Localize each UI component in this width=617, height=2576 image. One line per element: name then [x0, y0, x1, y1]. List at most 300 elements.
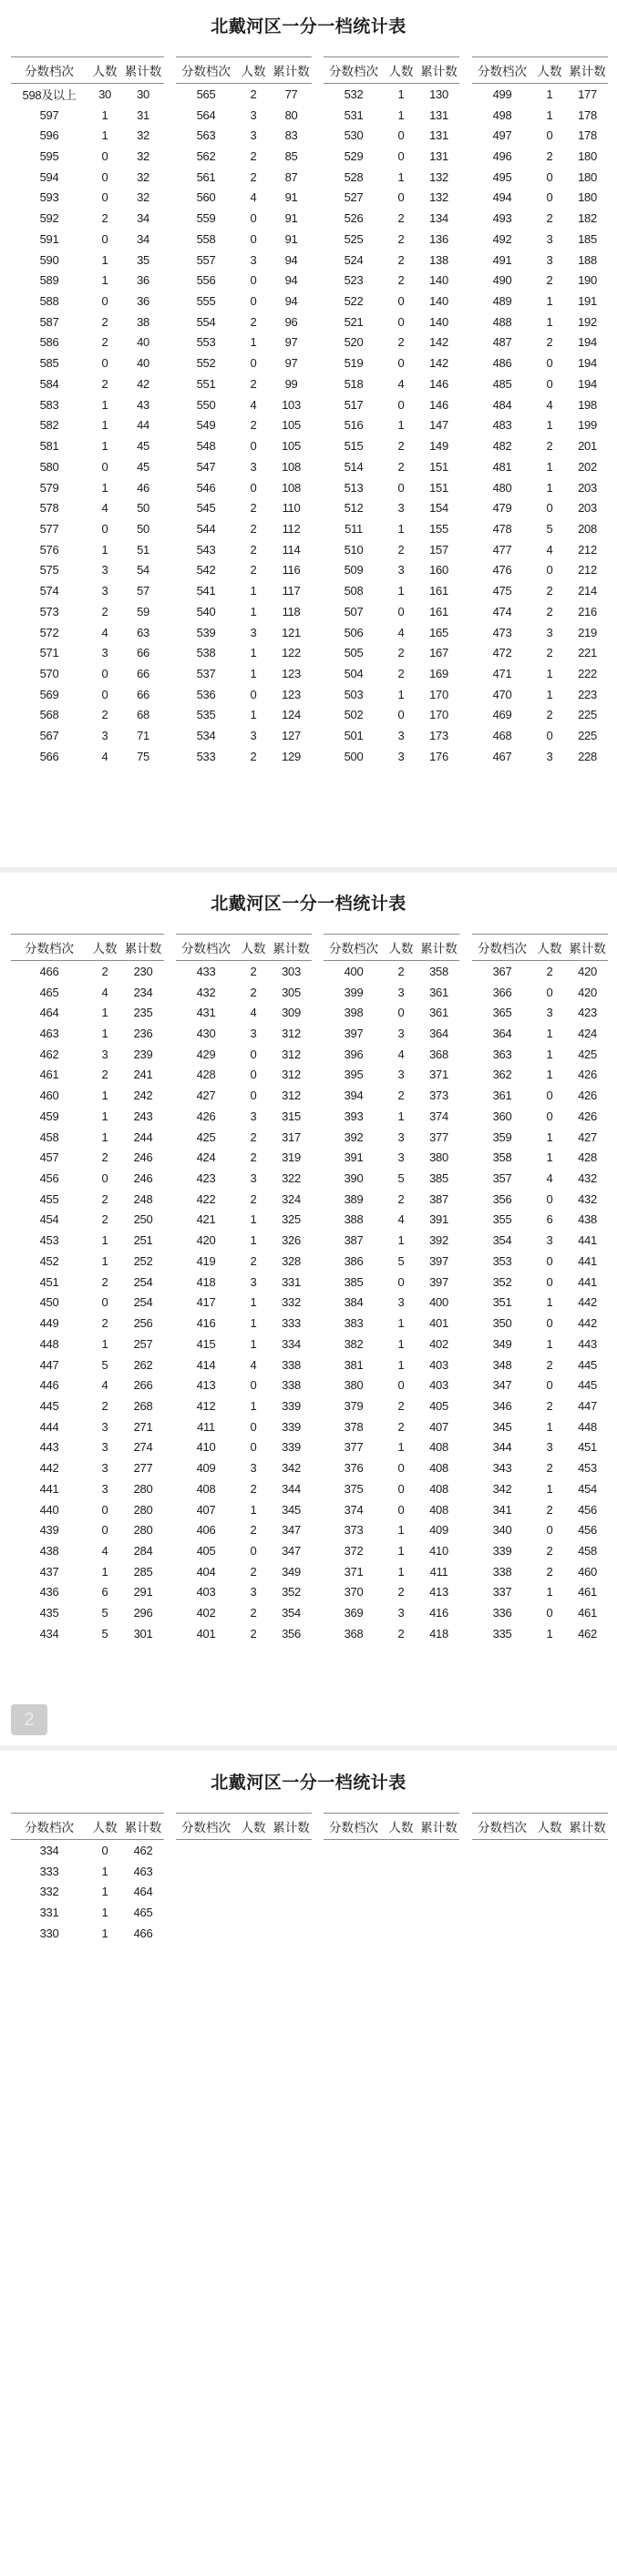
- table-row: [324, 1623, 459, 1644]
- table-row: [472, 1002, 608, 1023]
- score-cell: 349: [492, 1336, 512, 1351]
- count-cell: 2: [250, 563, 257, 578]
- score-cell: 419: [196, 1253, 216, 1268]
- count-cell: 2: [250, 169, 257, 184]
- count-cell: 1: [250, 666, 257, 680]
- score-cell: 576: [39, 542, 59, 557]
- score-cell: 572: [39, 625, 59, 639]
- count-cell: 0: [397, 604, 405, 618]
- cumulative-cell: 354: [282, 1606, 301, 1620]
- cumulative-cell: 464: [133, 1885, 153, 1899]
- table-row: [176, 1437, 312, 1458]
- score-cell: 341: [492, 1502, 512, 1517]
- cumulative-cell: 132: [429, 169, 448, 184]
- score-cell: 596: [39, 128, 59, 143]
- table-row: [472, 622, 608, 643]
- count-cell: 0: [250, 1378, 257, 1393]
- column-header-score: 分数档次: [181, 65, 231, 78]
- score-cell: 579: [39, 480, 59, 495]
- cumulative-cell: 361: [429, 1006, 448, 1020]
- cumulative-cell: 68: [137, 708, 149, 722]
- table-row: [176, 642, 312, 663]
- score-cell: 421: [196, 1212, 216, 1227]
- score-cell: 536: [196, 687, 216, 701]
- count-cell: 1: [546, 1626, 553, 1641]
- cumulative-cell: 169: [429, 666, 448, 680]
- count-cell: 2: [101, 1316, 108, 1331]
- cumulative-cell: 142: [429, 335, 448, 350]
- table-row: [11, 394, 164, 415]
- table-row: [324, 1499, 459, 1520]
- count-cell: 0: [101, 1171, 108, 1186]
- table-row: [472, 1230, 608, 1251]
- score-cell: 564: [196, 107, 216, 122]
- table-column-group: [324, 1813, 459, 1840]
- cumulative-cell: 151: [429, 459, 448, 474]
- count-cell: 1: [546, 314, 553, 329]
- cumulative-cell: 447: [578, 1398, 597, 1413]
- score-cell: 382: [344, 1336, 364, 1351]
- table-row: [324, 705, 459, 726]
- cumulative-cell: 242: [133, 1089, 153, 1103]
- table-row: [324, 1293, 459, 1314]
- table-row: [324, 146, 459, 167]
- score-cell: 470: [492, 687, 512, 701]
- table-row: [472, 1127, 608, 1148]
- score-cell: 570: [39, 666, 59, 680]
- count-cell: 2: [101, 376, 108, 391]
- table-row: [176, 1230, 312, 1251]
- table-row: [11, 560, 164, 581]
- table-row: [176, 1272, 312, 1293]
- cumulative-cell: 317: [282, 1130, 301, 1144]
- cumulative-cell: 177: [578, 87, 597, 101]
- score-cell: 506: [344, 625, 364, 639]
- count-cell: 0: [250, 1440, 257, 1455]
- count-cell: 0: [397, 708, 405, 722]
- cumulative-cell: 397: [429, 1253, 448, 1268]
- table-row: [324, 167, 459, 188]
- cumulative-cell: 332: [282, 1295, 301, 1310]
- score-cell: 453: [39, 1233, 59, 1248]
- count-cell: 2: [250, 1606, 257, 1620]
- cumulative-cell: 202: [578, 459, 597, 474]
- table-row: [11, 725, 164, 746]
- table-row: [324, 725, 459, 746]
- count-cell: 0: [397, 190, 405, 205]
- count-cell: 1: [546, 1150, 553, 1165]
- count-cell: 1: [101, 107, 108, 122]
- table-header-row: [324, 934, 459, 961]
- table-row: [176, 1002, 312, 1023]
- cumulative-cell: 338: [282, 1378, 301, 1393]
- table-column-group: [11, 934, 164, 1644]
- cumulative-cell: 87: [284, 169, 298, 184]
- score-cell: 497: [492, 128, 512, 143]
- count-cell: 2: [101, 604, 108, 618]
- cumulative-cell: 36: [137, 273, 149, 288]
- table-row: [11, 1902, 164, 1923]
- table-row: [176, 477, 312, 498]
- score-cell: 437: [39, 1564, 59, 1579]
- count-cell: 2: [546, 1543, 553, 1558]
- count-cell: 1: [546, 1027, 553, 1041]
- score-cell: 592: [39, 211, 59, 226]
- cumulative-cell: 134: [429, 211, 448, 226]
- table-header-row: [11, 934, 164, 961]
- cumulative-cell: 402: [429, 1336, 448, 1351]
- count-cell: 3: [397, 501, 405, 516]
- count-cell: 0: [101, 1295, 108, 1310]
- table-row: [11, 1065, 164, 1086]
- table-row: [176, 250, 312, 271]
- score-cell: 485: [492, 376, 512, 391]
- count-cell: 0: [397, 1378, 405, 1393]
- score-cell: 567: [39, 729, 59, 743]
- cumulative-cell: 364: [429, 1027, 448, 1041]
- cumulative-cell: 112: [282, 521, 301, 536]
- table-row: [472, 518, 608, 539]
- cumulative-cell: 339: [282, 1398, 301, 1413]
- cumulative-cell: 324: [282, 1191, 301, 1206]
- count-cell: 0: [397, 1461, 405, 1476]
- score-cell: 527: [344, 190, 364, 205]
- count-cell: 0: [250, 1068, 257, 1082]
- count-cell: 0: [101, 149, 108, 164]
- table-row: [324, 125, 459, 146]
- cumulative-cell: 161: [429, 584, 448, 598]
- score-cell: 331: [39, 1906, 59, 1920]
- table-row: [324, 373, 459, 394]
- cumulative-cell: 124: [282, 708, 301, 722]
- cumulative-cell: 408: [429, 1440, 448, 1455]
- table-row: [324, 1189, 459, 1210]
- score-cell: 460: [39, 1089, 59, 1103]
- table-row: [11, 1375, 164, 1395]
- cumulative-cell: 146: [429, 397, 448, 412]
- score-cell: 346: [492, 1398, 512, 1413]
- score-cell: 474: [492, 604, 512, 618]
- count-cell: 2: [250, 964, 257, 978]
- cumulative-cell: 380: [429, 1150, 448, 1165]
- table-row: [324, 208, 459, 229]
- count-cell: 2: [397, 1626, 405, 1641]
- table-row: [176, 1519, 312, 1540]
- count-cell: 2: [101, 1150, 108, 1165]
- cumulative-cell: 85: [284, 149, 298, 164]
- table-row: [11, 746, 164, 767]
- score-cell: 561: [196, 169, 216, 184]
- count-cell: 0: [546, 563, 553, 578]
- table-row: [11, 1313, 164, 1334]
- score-cell: 432: [196, 985, 216, 999]
- count-cell: 1: [397, 1233, 405, 1248]
- count-cell: 1: [101, 1109, 108, 1123]
- table-row: [11, 1519, 164, 1540]
- score-cell: 386: [344, 1253, 364, 1268]
- table-row: [472, 435, 608, 456]
- score-cell: 411: [197, 1419, 215, 1434]
- score-cell: 468: [492, 729, 512, 743]
- score-cell: 371: [344, 1564, 364, 1579]
- count-cell: 1: [101, 1864, 108, 1878]
- count-cell: 4: [546, 1171, 553, 1186]
- count-cell: 3: [250, 729, 257, 743]
- table-row: [176, 497, 312, 518]
- column-header-cumulative: 累计数: [569, 942, 606, 956]
- table-row: [11, 961, 164, 982]
- score-cell: 467: [492, 749, 512, 763]
- cumulative-cell: 116: [282, 563, 301, 578]
- count-cell: 1: [250, 1316, 257, 1331]
- table-row: [11, 1085, 164, 1106]
- table-row: [11, 1561, 164, 1582]
- score-cell: 542: [196, 563, 216, 578]
- table-row: [11, 663, 164, 684]
- table-row: [11, 435, 164, 456]
- cumulative-cell: 432: [578, 1171, 597, 1186]
- table-row: [11, 1623, 164, 1644]
- count-cell: 2: [397, 542, 405, 557]
- count-cell: 1: [101, 542, 108, 557]
- cumulative-cell: 428: [578, 1150, 597, 1165]
- score-cell: 459: [39, 1109, 59, 1123]
- column-header-cumulative: 累计数: [124, 942, 162, 956]
- cumulative-cell: 46: [137, 480, 149, 495]
- score-cell: 525: [344, 231, 364, 246]
- count-cell: 1: [546, 87, 553, 101]
- cumulative-cell: 176: [429, 749, 448, 763]
- score-cell: 466: [39, 964, 59, 978]
- cumulative-cell: 271: [133, 1419, 153, 1434]
- count-cell: 2: [101, 1274, 108, 1289]
- table-header-row: [324, 56, 459, 84]
- column-header-cumulative: 累计数: [124, 1821, 162, 1835]
- table-row: [472, 1251, 608, 1272]
- count-cell: 0: [546, 1191, 553, 1206]
- table-row: [176, 1416, 312, 1437]
- table-row: [472, 663, 608, 684]
- score-cell: 522: [344, 294, 364, 309]
- count-cell: 1: [101, 1885, 108, 1899]
- cumulative-cell: 167: [429, 646, 448, 660]
- table-row: [324, 415, 459, 436]
- count-cell: 0: [250, 1419, 257, 1434]
- score-cell: 517: [344, 397, 364, 412]
- score-cell: 351: [492, 1295, 512, 1310]
- count-cell: 0: [250, 273, 257, 288]
- cumulative-cell: 325: [282, 1212, 301, 1227]
- table-row: [324, 1065, 459, 1086]
- score-cell: 396: [344, 1047, 364, 1061]
- count-cell: 0: [546, 1378, 553, 1393]
- cumulative-cell: 373: [429, 1089, 448, 1103]
- cumulative-cell: 347: [282, 1543, 301, 1558]
- cumulative-cell: 305: [282, 985, 301, 999]
- score-cell: 510: [344, 542, 364, 557]
- score-cell: 448: [39, 1336, 59, 1351]
- cumulative-cell: 201: [578, 439, 597, 454]
- table-row: [324, 982, 459, 1003]
- cumulative-cell: 407: [429, 1419, 448, 1434]
- score-cell: 554: [196, 314, 216, 329]
- table-row: [324, 1540, 459, 1561]
- score-cell: 332: [39, 1885, 59, 1899]
- count-cell: 4: [250, 397, 257, 412]
- count-cell: 0: [397, 480, 405, 495]
- score-cell: 451: [39, 1274, 59, 1289]
- count-cell: 2: [546, 604, 553, 618]
- cumulative-cell: 131: [429, 149, 448, 164]
- score-cell: 340: [492, 1523, 512, 1538]
- table-row: [324, 1478, 459, 1499]
- cumulative-cell: 425: [578, 1047, 597, 1061]
- score-cell: 385: [344, 1274, 364, 1289]
- count-cell: 5: [101, 1357, 108, 1372]
- score-cell: 352: [492, 1274, 512, 1289]
- count-cell: 5: [397, 1253, 405, 1268]
- cumulative-cell: 251: [133, 1233, 153, 1248]
- count-cell: 0: [546, 128, 553, 143]
- score-cell: 374: [344, 1502, 364, 1517]
- score-cell: 401: [196, 1626, 216, 1641]
- count-cell: 2: [101, 1212, 108, 1227]
- table-row: [11, 1499, 164, 1520]
- table-row: [472, 125, 608, 146]
- count-cell: 2: [397, 1398, 405, 1413]
- score-cell: 566: [39, 749, 59, 763]
- score-cell: 452: [39, 1253, 59, 1268]
- count-cell: 1: [397, 1440, 405, 1455]
- score-cell: 508: [344, 584, 364, 598]
- score-cell: 335: [492, 1626, 512, 1641]
- table-row: [472, 1561, 608, 1582]
- table-row: [472, 1189, 608, 1210]
- table-row: [11, 125, 164, 146]
- score-cell: 581: [39, 439, 59, 454]
- count-cell: 0: [546, 356, 553, 371]
- score-cell: 589: [39, 273, 59, 288]
- table-row: [11, 1457, 164, 1478]
- cumulative-cell: 274: [133, 1440, 153, 1455]
- score-cell: 520: [344, 335, 364, 350]
- score-cell: 535: [196, 708, 216, 722]
- count-cell: 1: [101, 1006, 108, 1020]
- score-cell: 379: [344, 1398, 364, 1413]
- cumulative-cell: 203: [578, 501, 597, 516]
- table-row: [176, 1334, 312, 1354]
- score-cell: 436: [39, 1585, 59, 1600]
- count-cell: 1: [546, 1481, 553, 1496]
- count-cell: 2: [250, 985, 257, 999]
- score-cell: 491: [492, 252, 512, 267]
- score-cell: 444: [39, 1419, 59, 1434]
- table-row: [324, 250, 459, 271]
- score-cell: 545: [196, 501, 216, 516]
- count-cell: 0: [546, 1089, 553, 1103]
- score-cell: 585: [39, 356, 59, 371]
- table-column-group: [472, 1813, 608, 1840]
- count-cell: 2: [546, 1398, 553, 1413]
- table-row: [324, 663, 459, 684]
- column-header-cumulative: 累计数: [420, 1821, 458, 1835]
- table-row: [472, 208, 608, 229]
- count-cell: 2: [397, 273, 405, 288]
- cumulative-cell: 301: [133, 1626, 153, 1641]
- count-cell: 2: [546, 964, 553, 978]
- count-cell: 0: [546, 1274, 553, 1289]
- score-cell: 424: [196, 1150, 216, 1165]
- cumulative-cell: 463: [133, 1864, 153, 1878]
- table-row: [472, 1437, 608, 1458]
- count-cell: 1: [250, 1502, 257, 1517]
- table-row: [176, 353, 312, 373]
- score-cell: 384: [344, 1295, 364, 1310]
- score-cell: 598及以上: [22, 87, 77, 102]
- count-cell: 4: [250, 1357, 257, 1372]
- cumulative-cell: 140: [429, 314, 448, 329]
- table-row: [11, 1840, 164, 1861]
- table-row: [176, 1189, 312, 1210]
- count-cell: 0: [250, 1543, 257, 1558]
- table-row: [472, 188, 608, 209]
- table-row: [324, 1375, 459, 1395]
- score-cell: 449: [39, 1316, 59, 1331]
- cumulative-cell: 387: [429, 1191, 448, 1206]
- cumulative-cell: 129: [282, 749, 301, 763]
- cumulative-cell: 312: [282, 1027, 301, 1041]
- column-header-count: 人数: [388, 942, 414, 956]
- score-cell: 552: [196, 356, 216, 371]
- table-row: [324, 353, 459, 373]
- count-cell: 1: [546, 107, 553, 122]
- table-row: [472, 312, 608, 332]
- cumulative-cell: 63: [137, 625, 149, 639]
- count-cell: 0: [397, 1481, 405, 1496]
- table-row: [472, 684, 608, 705]
- count-cell: 1: [101, 1564, 108, 1579]
- score-cell: 518: [344, 376, 364, 391]
- score-cell: 528: [344, 169, 364, 184]
- score-cell: 532: [344, 87, 364, 101]
- table-row: [11, 167, 164, 188]
- table-row: [472, 1602, 608, 1623]
- table-row: [176, 1540, 312, 1561]
- cumulative-cell: 456: [578, 1502, 597, 1517]
- score-cell: 556: [196, 273, 216, 288]
- score-cell: 512: [344, 501, 364, 516]
- cumulative-cell: 239: [133, 1047, 153, 1061]
- count-cell: 0: [397, 149, 405, 164]
- cumulative-cell: 146: [429, 376, 448, 391]
- count-cell: 2: [101, 708, 108, 722]
- cumulative-cell: 36: [137, 294, 149, 309]
- table-row: [11, 705, 164, 726]
- score-cell: 476: [492, 563, 512, 578]
- count-cell: 0: [546, 376, 553, 391]
- cumulative-cell: 413: [429, 1585, 448, 1600]
- score-cell: 500: [344, 749, 364, 763]
- count-cell: 1: [250, 584, 257, 598]
- table-row: [11, 1540, 164, 1561]
- score-cell: 529: [344, 149, 364, 164]
- count-cell: 0: [546, 501, 553, 516]
- column-header-count: 人数: [241, 942, 266, 956]
- count-cell: 2: [101, 1398, 108, 1413]
- count-cell: 1: [250, 1398, 257, 1413]
- cumulative-cell: 319: [282, 1150, 301, 1165]
- count-cell: 4: [397, 1212, 405, 1227]
